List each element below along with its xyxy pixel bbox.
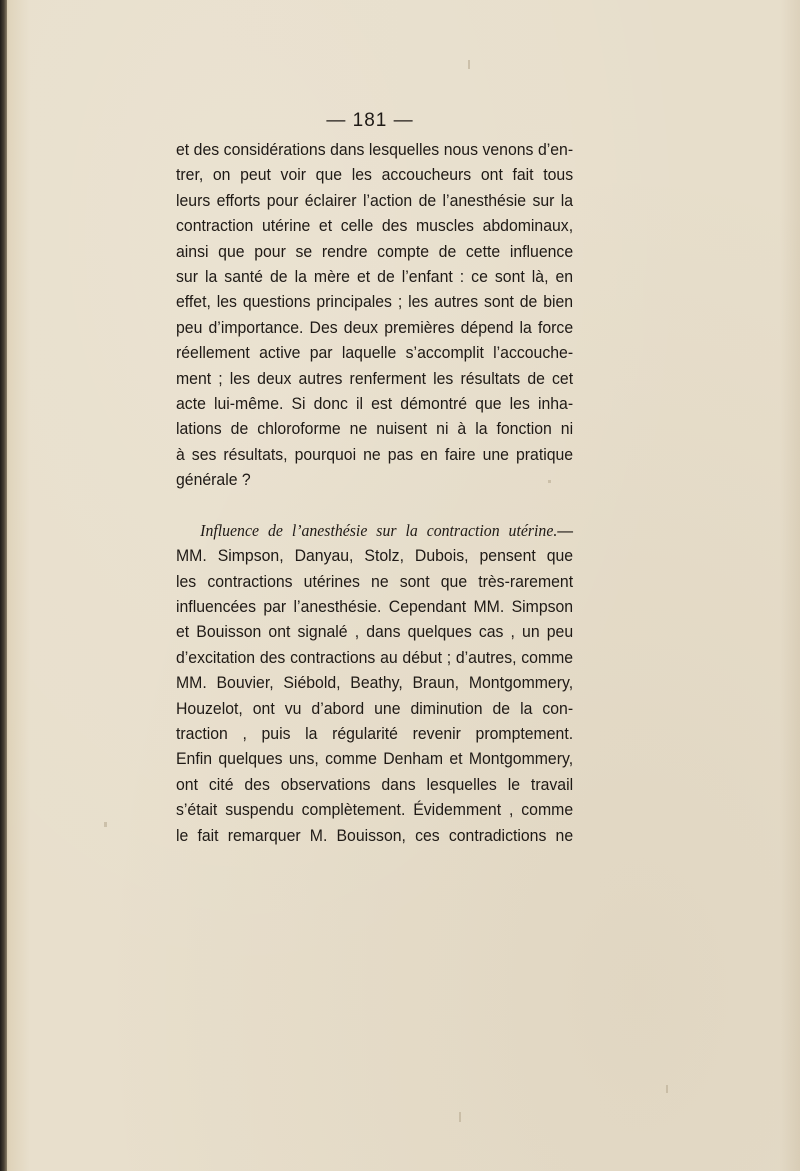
text-line: sur la santé de la mère et de l’enfant : ce sont là, en	[176, 267, 574, 287]
text-line: MM. Simpson, Danyau, Stolz, Dubois, pensent que	[176, 546, 574, 566]
section-heading-line	[176, 518, 573, 543]
text-line: acte lui-même. Si donc il est démontré que les inha-	[176, 394, 574, 414]
section-heading: Influence de l’anesthésie sur la contraction utérine.	[200, 520, 558, 540]
text-line: MM. Bouvier, Siébold, Beathy, Braun, Montgommery,	[176, 673, 574, 693]
text-line: traction , puis la régularité revenir promptement.	[176, 723, 574, 743]
text-line: réellement active par laquelle s’accomplit l’accouche-	[176, 343, 574, 363]
paragraph-gap	[176, 493, 573, 518]
text-line: les contractions utérines ne sont que très-rarement	[176, 571, 574, 591]
text-line: ont cité des observations dans lesquelles le travail	[176, 774, 574, 794]
paper-speck	[104, 822, 107, 827]
text-line: et Bouisson ont signalé , dans quelques cas , un peu	[176, 622, 574, 642]
text-line: ment ; les deux autres renferment les résultats de cet	[176, 368, 574, 388]
paper-speck	[548, 480, 551, 483]
page-body-text	[176, 137, 573, 848]
text-line: Houzelot, ont vu d’abord une diminution de la con-	[176, 698, 574, 718]
text-line: influencées par l’anesthésie. Cependant MM. Simpson	[176, 596, 574, 616]
text-line: leurs efforts pour éclairer l’action de l’anesthésie sur la	[176, 190, 574, 210]
text-line: peu d’importance. Des deux premières dépend la force	[176, 317, 574, 337]
heading-dash: —	[557, 520, 574, 540]
paper-speck	[459, 1112, 461, 1122]
text-line: générale ?	[176, 470, 251, 490]
text-line: s’était suspendu complètement. Évidemment , comme	[176, 800, 574, 820]
paper-speck	[468, 60, 470, 69]
paper-speck	[666, 1085, 668, 1093]
text-line: lations de chloroforme ne nuisent ni à la fonction ni	[176, 419, 574, 439]
text-line: trer, on peut voir que les accoucheurs ont fait tous	[176, 165, 574, 185]
page-binding-edge	[0, 0, 7, 1171]
text-line: Enfin quelques uns, comme Denham et Montgommery,	[176, 749, 574, 769]
text-line: ainsi que pour se rendre compte de cette influence	[176, 241, 574, 261]
text-line: contraction utérine et celle des muscles abdominaux,	[176, 216, 574, 236]
text-line: d’excitation des contractions au début ; d’autres, comme	[176, 647, 574, 667]
text-line: effet, les questions principales ; les autres sont de bien	[176, 292, 574, 312]
text-line: le fait remarquer M. Bouisson, ces contradictions ne	[176, 825, 574, 845]
text-line: à ses résultats, pourquoi ne pas en faire une pratique	[176, 444, 574, 464]
text-line: et des considérations dans lesquelles nous venons d’en-	[176, 140, 574, 159]
page-number: — 181 —	[326, 110, 414, 131]
